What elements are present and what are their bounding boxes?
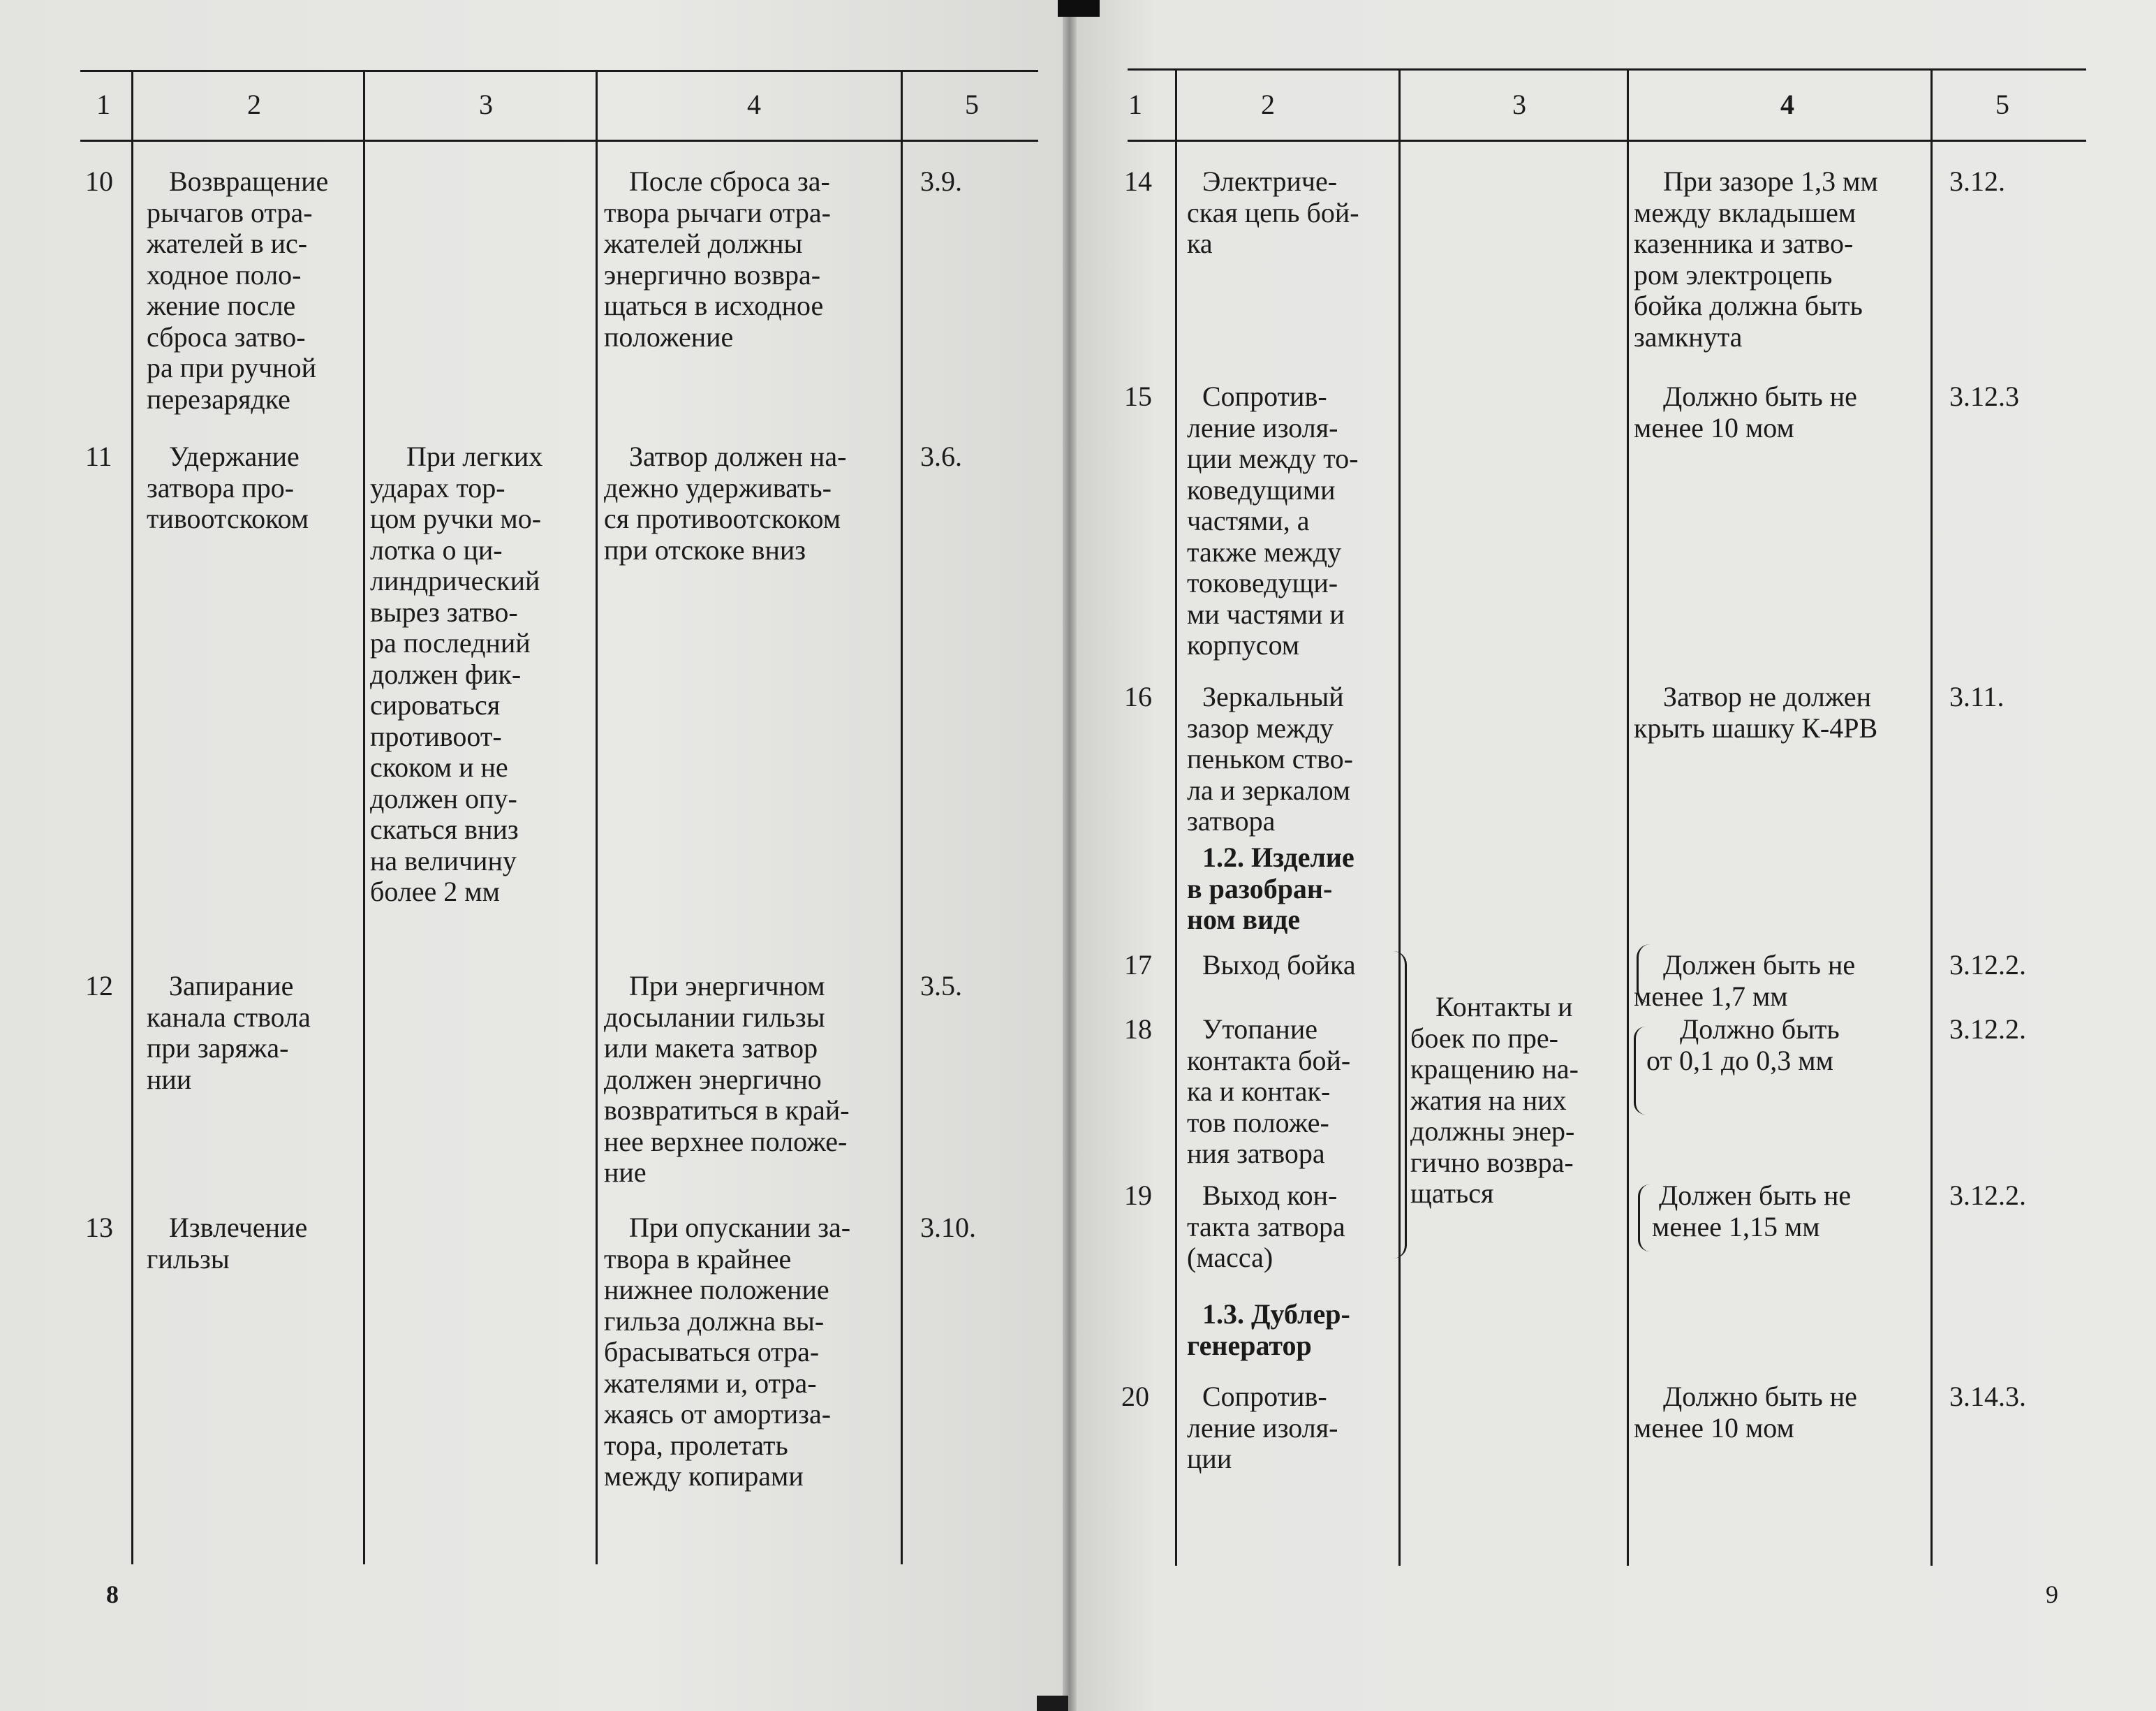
right-row20-parameter: Сопротив- ление изоля- ции (1187, 1381, 1338, 1474)
left-row12-clause: 3.5. (920, 970, 962, 1001)
row18-requirement-brace (1634, 1027, 1646, 1115)
right-row16-parameter: Зеркальный зазор между пеньком ство- ла и зеркалом затвора (1187, 681, 1353, 837)
left-col-rule-1 (131, 71, 133, 1564)
right-row14-clause: 3.12. (1949, 166, 2005, 197)
left-row11-requirement: Затвор должен на- дежно удерживать- ся противоотскоком при отскоке вниз (604, 441, 847, 566)
right-row17-clause: 3.12.2. (1949, 949, 2026, 981)
right-row19-clause: 3.12.2. (1949, 1180, 2026, 1211)
right-row18-clause: 3.12.2. (1949, 1013, 2026, 1045)
right-header-col1: 1 (1128, 89, 1142, 120)
right-rows17-19-method: Контакты и боек по пре- кращению на- жатия на них должны энер- гично возвра- щаться (1410, 991, 1579, 1209)
right-row18-requirement: Должно быть от 0,1 до 0,3 мм (1646, 1013, 1840, 1076)
left-row12-num: 12 (85, 970, 113, 1001)
right-header-col4: 4 (1780, 89, 1794, 120)
right-row18-parameter: Утопание контакта бой- ка и контак- тов положе- ния затвора (1187, 1013, 1351, 1169)
right-col-rule-2 (1398, 70, 1401, 1566)
right-row17-num: 17 (1124, 949, 1152, 981)
right-row16-num: 16 (1124, 681, 1152, 712)
left-header-col4: 4 (747, 89, 761, 120)
spine-shadow-top (1058, 0, 1100, 17)
right-row15-requirement: Должно быть не менее 10 мом (1634, 381, 1857, 443)
row19-requirement-brace (1638, 1184, 1650, 1251)
right-row19-requirement: Должен быть не менее 1,15 мм (1652, 1180, 1852, 1242)
right-row20-clause: 3.14.3. (1949, 1381, 2026, 1412)
left-row12-parameter: Запирание канала ствола при заряжа- нии (147, 970, 311, 1095)
right-row15-parameter: Сопротив- ление изоля- ции между то- коведущими частями, а также между токоведущи- ми частями и корпусом (1187, 381, 1359, 661)
right-col-rule-4 (1930, 70, 1933, 1566)
right-table-top-rule (1128, 68, 2086, 71)
left-header-col5: 5 (965, 89, 979, 120)
left-header-col2: 2 (247, 89, 261, 120)
right-row16-clause: 3.11. (1949, 681, 2004, 712)
left-row13-num: 13 (85, 1212, 113, 1243)
right-row14-requirement: При зазоре 1,3 мм между вкладышем казенника и затво- ром электроцепь бойка должна быть замкнута (1634, 166, 1878, 353)
left-page-number: 8 (106, 1580, 119, 1608)
left-col-rule-4 (901, 71, 903, 1564)
right-table-header-rule (1128, 140, 2086, 142)
left-header-col3: 3 (479, 89, 493, 120)
right-header-col3: 3 (1512, 89, 1526, 120)
right-page-number: 9 (2046, 1580, 2058, 1608)
right-row17-parameter: Выход бойка (1202, 949, 1356, 981)
left-table-top-rule (80, 70, 1038, 72)
right-row16-requirement: Затвор не должен крыть шашку К-4РВ (1634, 681, 1878, 744)
left-row11-clause: 3.6. (920, 441, 962, 472)
right-row15-clause: 3.12.3 (1949, 381, 2019, 412)
right-header-col5: 5 (1995, 89, 2009, 120)
right-row20-requirement: Должно быть не менее 10 мом (1634, 1381, 1857, 1444)
right-row19-num: 19 (1124, 1180, 1152, 1211)
right-row18-num: 18 (1124, 1013, 1152, 1045)
right-row17-requirement: Должен быть не менее 1,7 мм (1634, 949, 1856, 1012)
left-row11-parameter: Удержание затвора про- тивоотскоком (147, 441, 309, 534)
left-col-rule-2 (363, 71, 365, 1564)
left-row10-requirement: После сброса за- твора рычаги отра- жателей должны энергично возвра- щаться в исходное положение (604, 166, 831, 353)
left-col-rule-3 (596, 71, 598, 1564)
left-row11-method: При легких ударах тор- цом ручки мо- лотка о ци- линдрический вырез затво- ра последний должен фик- сироваться противоот- скоком и не должен опу- скаться вниз на величину более 2 мм (370, 441, 543, 907)
method-group-brace-left (1394, 951, 1407, 1258)
left-header-col1: 1 (96, 89, 110, 120)
left-row10-num: 10 (85, 166, 113, 197)
left-row13-parameter: Извлечение гильзы (147, 1212, 308, 1275)
right-section-1-2-heading: 1.2. Изделие в разобран- ном виде (1187, 842, 1354, 935)
right-header-col2: 2 (1261, 89, 1275, 120)
book-spine (1063, 0, 1077, 1711)
right-col-rule-1 (1175, 70, 1177, 1566)
right-row19-parameter: Выход кон- такта затвора (масса) (1187, 1180, 1345, 1273)
right-row20-num: 20 (1121, 1381, 1149, 1412)
left-row12-requirement: При энергичном досылании гильзы или макета затвор должен энергично возвратиться в край- нее верхнее положе- ние (604, 970, 850, 1188)
left-row10-parameter: Возвращение рычагов отра- жателей в ис- ходное поло- жение после сброса затво- ра при ручной перезарядке (147, 166, 329, 415)
left-row13-clause: 3.10. (920, 1212, 976, 1243)
left-row10-clause: 3.9. (920, 166, 962, 197)
left-row13-requirement: При опускании за- твора в крайнее нижнее положение гильза должна вы- брасываться отра- жателями и, отра- жаясь от амортиза- тора, пролетать между копирами (604, 1212, 851, 1492)
row17-requirement-brace (1637, 944, 1650, 1003)
spine-shadow-bottom (1037, 1696, 1068, 1711)
left-row11-num: 11 (85, 441, 112, 472)
left-table-header-rule (80, 140, 1038, 142)
right-row15-num: 15 (1124, 381, 1152, 412)
right-col-rule-3 (1627, 70, 1629, 1566)
right-section-1-3-heading: 1.3. Дублер- генератор (1187, 1298, 1350, 1361)
right-row14-num: 14 (1124, 166, 1152, 197)
right-row14-parameter: Электриче- ская цепь бой- ка (1187, 166, 1359, 259)
